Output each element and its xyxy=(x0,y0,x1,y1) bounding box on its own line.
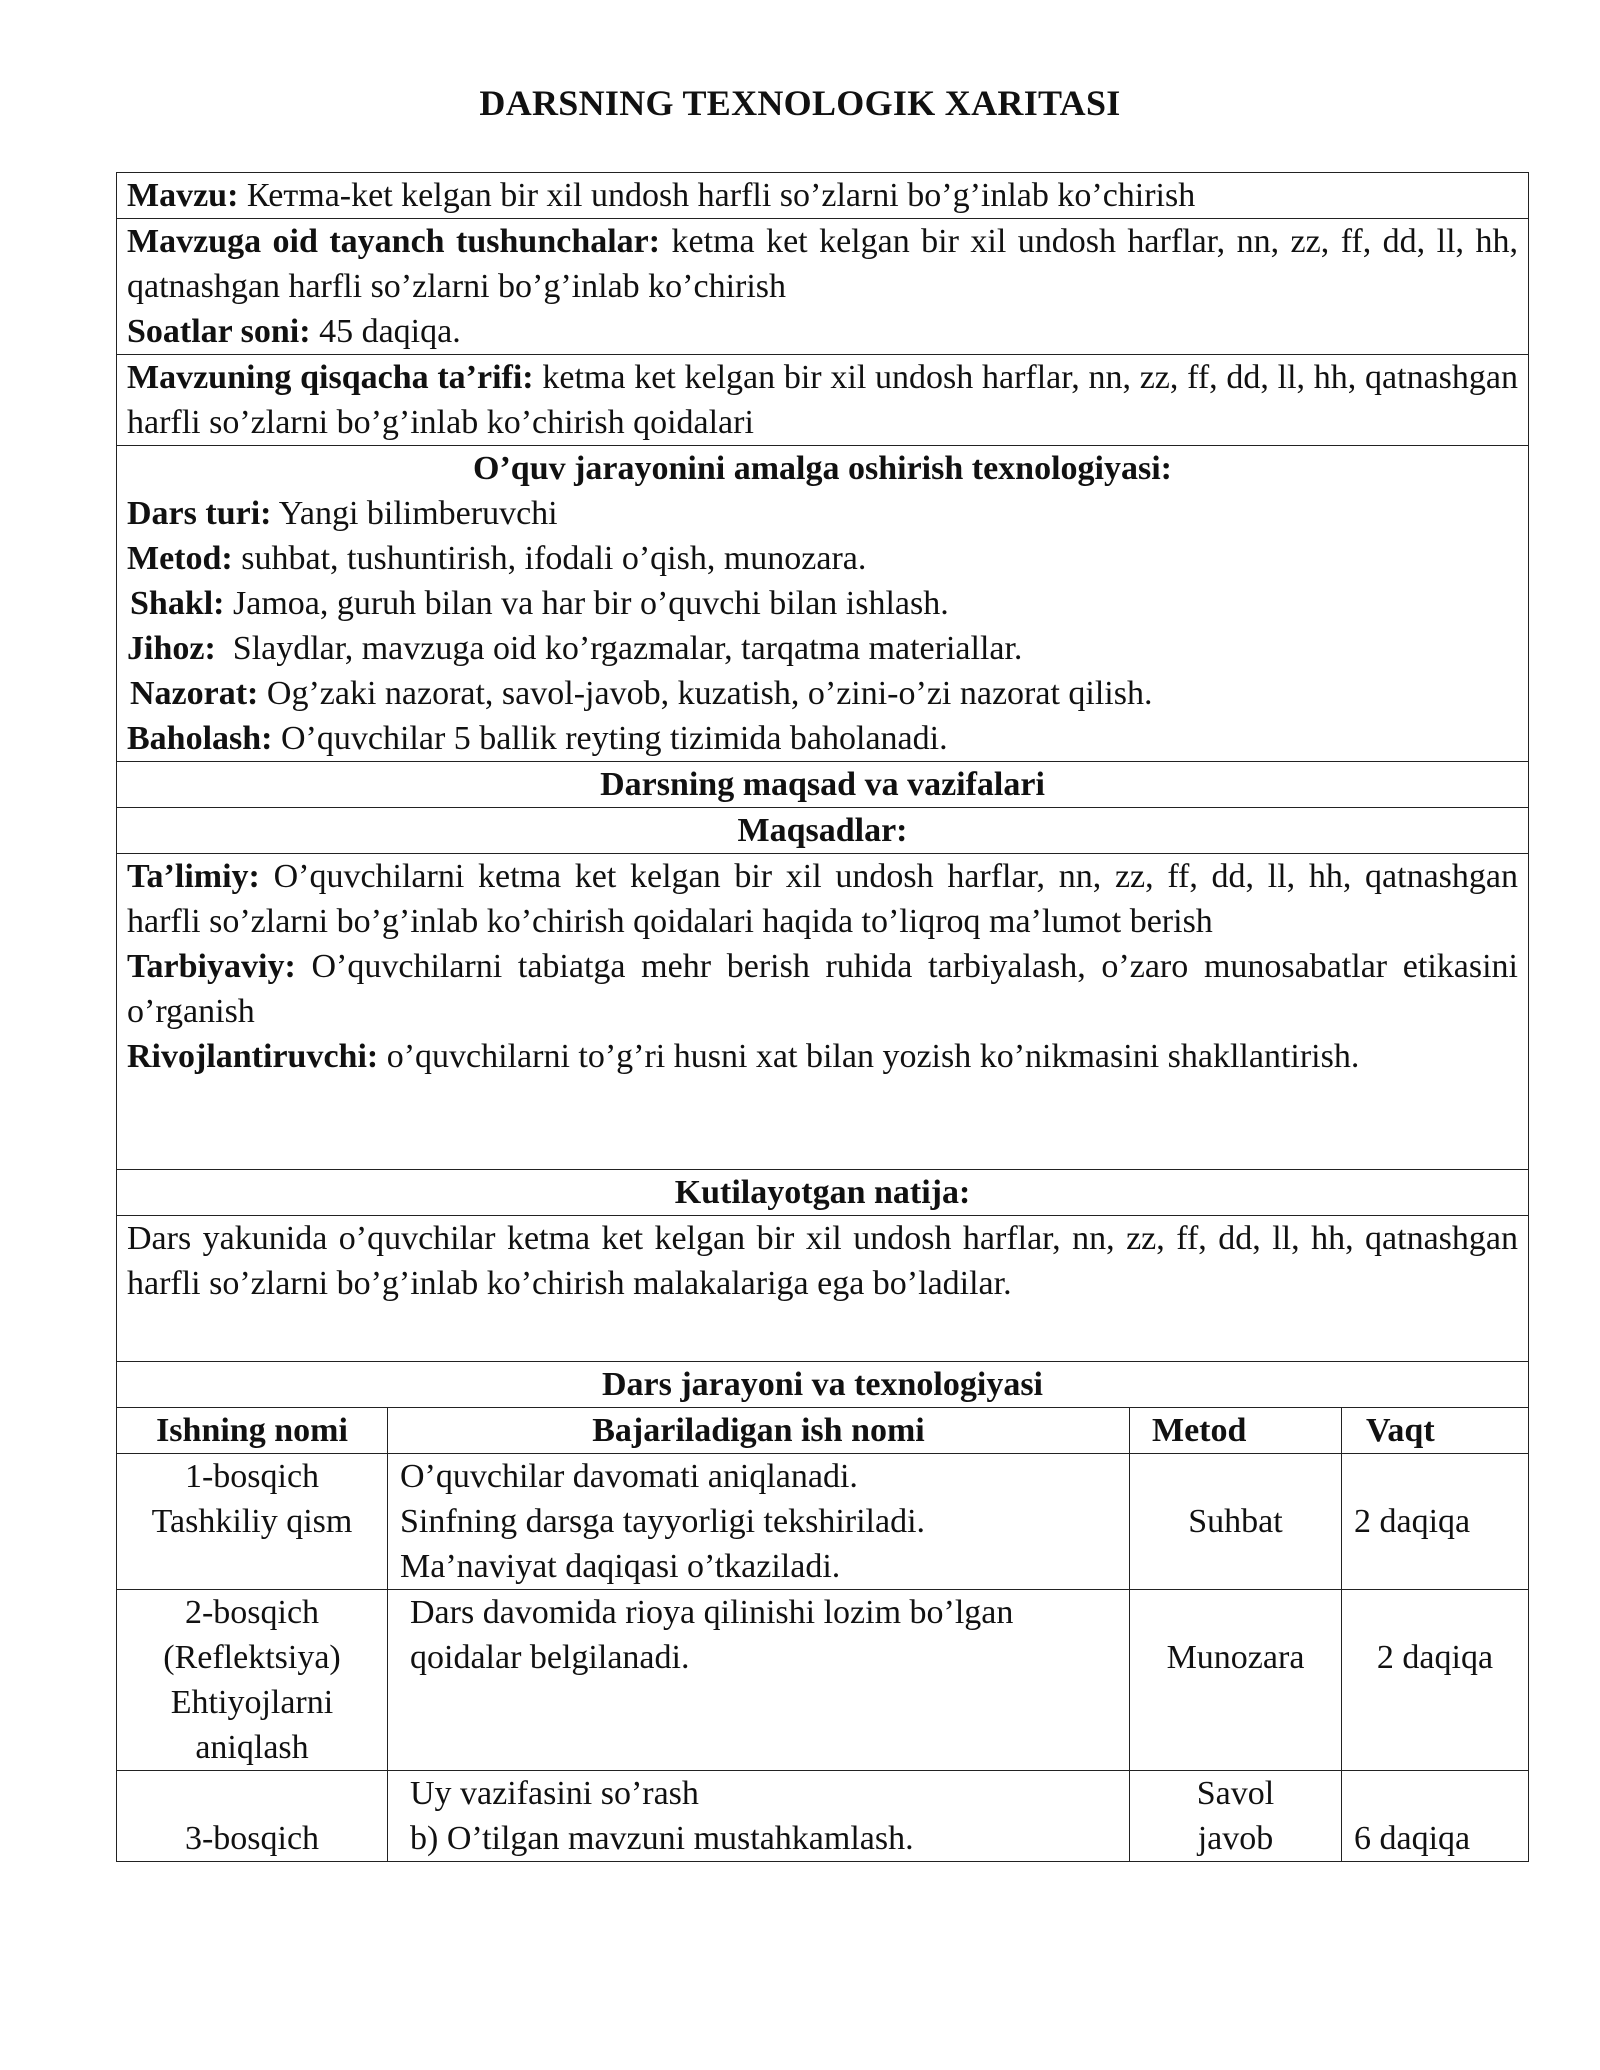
tarif-text: ketma ket kelgan bir xil undosh harflar, nn, zz, ff, dd, ll, hh, qatnashgan harfli so’zlarni bo’g’inlab ko’chirish qoidalari xyxy=(127,359,1519,441)
technology-item xyxy=(127,491,1518,536)
work-line: Ma’naviyat daqiqasi o’tkaziladi. xyxy=(400,1548,841,1585)
table-row xyxy=(117,1454,1529,1590)
time-cell: 2 daqiqa xyxy=(1342,1454,1529,1590)
tarif-row xyxy=(117,355,1529,446)
technology-item xyxy=(127,671,1518,716)
talimiy-goal xyxy=(127,854,1518,944)
tayanch-text: ketma ket kelgan bir xil undosh harflar, nn, zz, ff, dd, ll, hh, qatnashgan harfli so’zlarni bo’g’inlab ko’chirish xyxy=(127,223,1518,305)
dars-turi-text: Yangi bilimberuvchi xyxy=(271,495,558,532)
column-header-ishning-nomi: Ishning nomi xyxy=(117,1408,388,1454)
talimiy-label: Ta’limiy: xyxy=(127,858,260,895)
stage-line: 1-bosqich xyxy=(184,1458,320,1495)
page-title: DARSNING TEXNOLOGIK XARITASI xyxy=(479,83,1121,123)
goals-row xyxy=(117,854,1529,1170)
nazorat-label: Nazorat: xyxy=(130,675,259,712)
stage-line: 2-bosqich xyxy=(184,1594,320,1631)
stage-line: Tashkiliy qism xyxy=(151,1503,353,1540)
goals-heading: Darsning maqsad va vazifalari xyxy=(117,762,1529,808)
mavzu-row xyxy=(117,173,1529,219)
jihoz-text: Slaydlar, mavzuga oid ko’rgazmalar, tarqatma materiallar. xyxy=(215,630,1023,667)
dars-turi-label: Dars turi: xyxy=(127,495,272,532)
rivojlantiruvchi-text: o’quvchilarni to’g’ri husni xat bilan yozish ko’nikmasini shakllantirish. xyxy=(378,1038,1360,1075)
tarbiyaviy-goal xyxy=(127,944,1518,1034)
soatlar-text: 45 daqiqa. xyxy=(310,313,461,350)
maqsadlar-heading-row xyxy=(117,808,1529,854)
technology-item xyxy=(127,626,1518,671)
maqsadlar-heading: Maqsadlar: xyxy=(117,808,1529,854)
baholash-text: O’quvchilar 5 ballik reyting tizimida baholanadi. xyxy=(272,720,948,757)
column-header-bajariladigan: Bajariladigan ish nomi xyxy=(388,1408,1130,1454)
result-heading: Kutilayotgan natija: xyxy=(117,1170,1529,1216)
process-heading-row xyxy=(117,1362,1529,1408)
process-header-row xyxy=(117,1408,1529,1454)
tarbiyaviy-text: O’quvchilarni tabiatga mehr berish ruhida tarbiyalash, o’zaro munosabatlar etikasini o’rganish xyxy=(127,948,1518,1030)
process-heading: Dars jarayoni va texnologiyasi xyxy=(117,1362,1529,1408)
soatlar-label: Soatlar soni: xyxy=(127,313,311,350)
work-line: Uy vazifasini so’rash xyxy=(410,1775,699,1812)
shakl-label: Shakl: xyxy=(130,585,225,622)
result-text: Dars yakunida o’quvchilar ketma ket kelgan bir xil undosh harflar, nn, zz, ff, dd, ll, hh, qatnashgan harfli so’zlarni bo’g’inlab ko’chirish malakalariga ega bo’ladilar. xyxy=(117,1216,1529,1362)
technology-map-table xyxy=(116,172,1529,1862)
tarbiyaviy-label: Tarbiyaviy: xyxy=(127,948,296,985)
rivojlantiruvchi-goal xyxy=(127,1034,1518,1079)
tayanch-label: Mavzuga oid tayanch tushunchalar: xyxy=(127,223,661,260)
mavzu-text: Кетma-ket kelgan bir xil undosh harfli so’zlarni bo’g’inlab ko’chirish xyxy=(238,177,1196,214)
rivojlantiruvchi-label: Rivojlantiruvchi: xyxy=(127,1038,379,1075)
metod-label: Metod: xyxy=(127,540,233,577)
time-cell: 2 daqiqa xyxy=(1342,1590,1529,1771)
work-line: Dars davomida rioya qilinishi lozim bo’lgan xyxy=(410,1594,1014,1631)
mavzu-label: Mavzu: xyxy=(127,177,239,214)
technology-item xyxy=(127,581,1518,626)
result-heading-row xyxy=(117,1170,1529,1216)
stage-line: Ehtiyojlarni xyxy=(170,1684,334,1721)
result-row xyxy=(117,1216,1529,1362)
column-header-metod: Metod xyxy=(1130,1408,1342,1454)
table-row xyxy=(117,1771,1529,1862)
jihoz-label: Jihoz: xyxy=(127,630,216,667)
stage-line: aniqlash xyxy=(195,1729,309,1766)
tarif-label: Mavzuning qisqacha ta’rifi: xyxy=(127,359,534,396)
technology-heading: O’quv jarayonini amalga oshirish texnologiyasi: xyxy=(473,450,1172,487)
tayanch-row xyxy=(117,219,1529,355)
time-cell: 6 daqiqa xyxy=(1342,1771,1529,1862)
work-line: O’quvchilar davomati aniqlanadi. xyxy=(400,1458,858,1495)
shakl-text: Jamoa, guruh bilan va har bir o’quvchi bilan ishlash. xyxy=(224,585,949,622)
metod-text: suhbat, tushuntirish, ifodali o’qish, munozara. xyxy=(232,540,867,577)
stage-line: 3-bosqich xyxy=(184,1820,320,1857)
work-line: qoidalar belgilanadi. xyxy=(410,1639,690,1676)
technology-item xyxy=(127,716,1518,761)
method-cell: Suhbat xyxy=(1130,1454,1342,1590)
work-line: b) O’tilgan mavzuni mustahkamlash. xyxy=(410,1820,914,1857)
talimiy-text: O’quvchilarni ketma ket kelgan bir xil undosh harflar, nn, zz, ff, dd, ll, hh, qatnashgan harfli so’zlarni bo’g’inlab ko’chirish qoidalari haqida to’liqroq ma’lumot berish xyxy=(127,858,1518,940)
work-line: Sinfning darsga tayyorligi tekshiriladi. xyxy=(400,1503,926,1540)
nazorat-text: Og’zaki nazorat, savol-javob, kuzatish, o’zini-o’zi nazorat qilish. xyxy=(258,675,1153,712)
table-row xyxy=(117,1590,1529,1771)
column-header-vaqt: Vaqt xyxy=(1342,1408,1529,1454)
method-cell: Savol javob xyxy=(1130,1771,1342,1862)
baholash-label: Baholash: xyxy=(127,720,273,757)
goals-heading-row xyxy=(117,762,1529,808)
technology-row xyxy=(117,446,1529,762)
technology-item xyxy=(127,536,1518,581)
method-cell: Munozara xyxy=(1130,1590,1342,1771)
stage-line: (Reflektsiya) xyxy=(163,1639,341,1676)
